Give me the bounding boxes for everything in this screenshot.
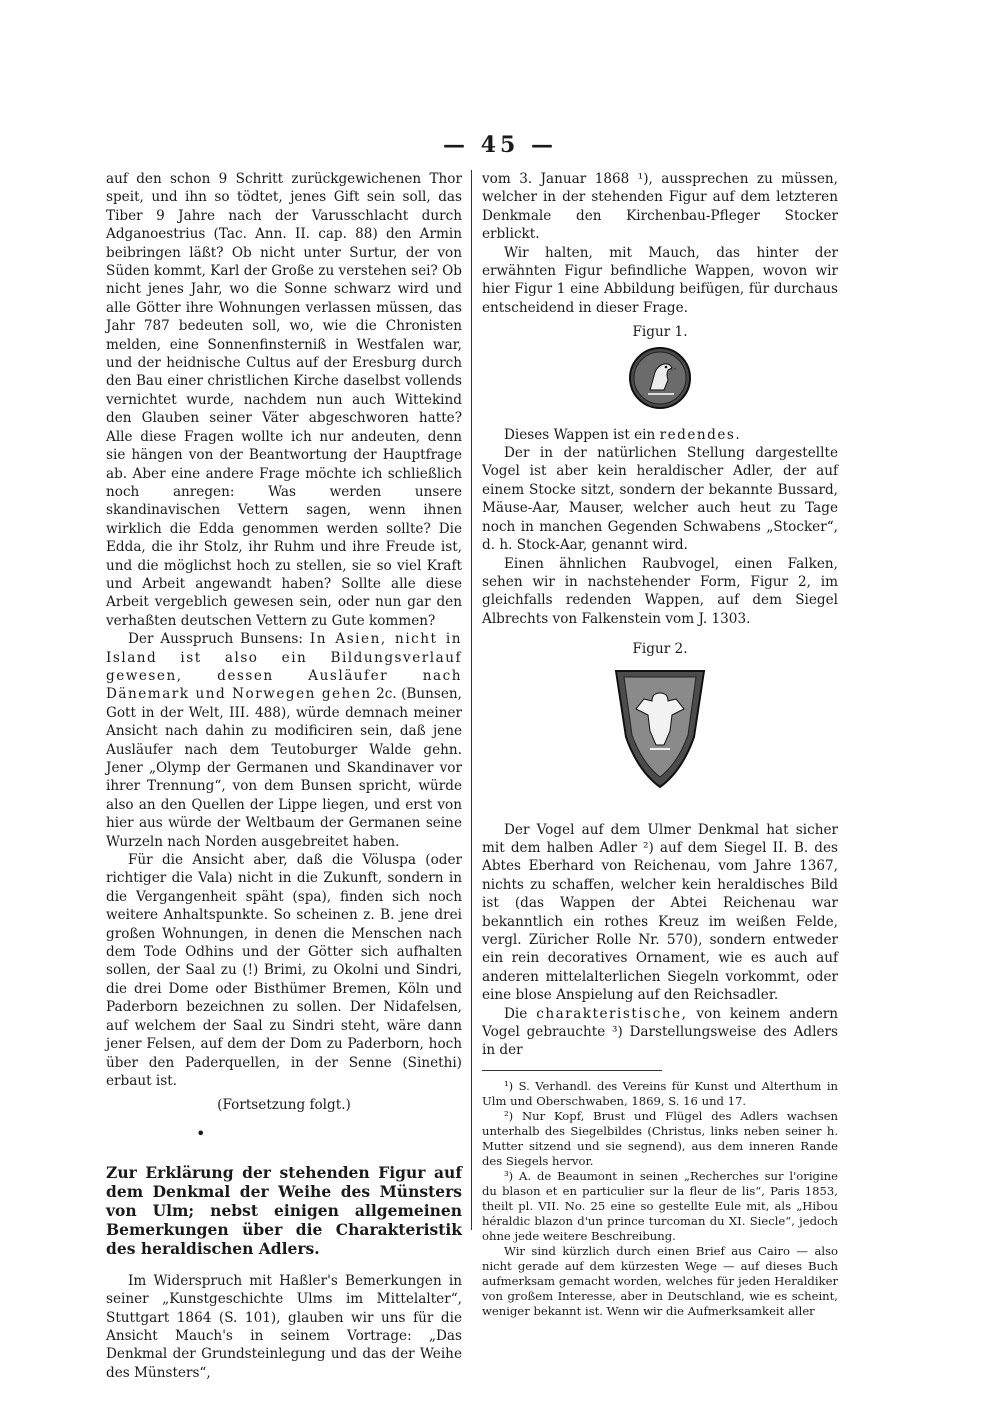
right-column: [482, 170, 838, 1319]
paragraph: [482, 1005, 838, 1060]
figure-2: [482, 665, 838, 791]
left-column: [106, 170, 462, 1382]
section-title: Zur Erklärung der stehenden Figur auf dem Denkmal der Weihe des Münsters von Ulm; nebst einigen allgemeinen Bemerkungen über die Charakteristik des heraldischen Adlers.: [106, 1162, 462, 1258]
paragraph: vom 3. Januar 1868 ¹), aussprechen zu müssen, welcher in der stehenden Figur auf dem letzteren Denkmale den Kirchenbau-Pfleger Stocker erblickt.: [482, 171, 838, 243]
footnote: ²) Nur Kopf, Brust und Flügel des Adlers wachsen unterhalb des Siegelbildes (Christus, links neben seiner h. Mutter sitzend und sie segnend), aus dem inneren Rande des Siegels hervor.: [482, 1108, 838, 1168]
paragraph: Wir halten, mit Mauch, das hinter der erwähnten Figur befindliche Wappen, wovon wir hier Figur 1 eine Abbildung beifügen, für durchaus entscheidend in dieser Frage.: [482, 244, 838, 316]
column-divider: [471, 170, 472, 1230]
figure-1: [482, 346, 838, 410]
paragraph-lead: Der Ausspruch Bunsens:: [128, 631, 303, 648]
paragraph-lead: Dieses Wappen ist ein: [504, 426, 656, 443]
figure-2-caption: Figur 2.: [632, 641, 688, 658]
footnote: ¹) S. Verhandl. des Vereins für Kunst und Alterthum in Ulm und Oberschwaben, 1869, S. 16 und 17.: [482, 1078, 838, 1108]
paragraph-text: 2c. (Bunsen, Gott in der Welt, III. 488), würde demnach meiner Ansicht nach dahin zu modificiren sein, daß jene Ausläufer nach dem Teutoburger Walde gehn. Jener „Olymp der Germanen und Skandinaver vor ihrer Trennung“, von dem Bunsen spricht, würde also an den Quellen der Lippe liegen, und erst von hier aus würde der Weltbaum der Germanen seine Wurzeln nach Norden ausgebreitet haben.: [106, 686, 462, 850]
figure-1-caption: Figur 1.: [632, 324, 688, 341]
emphasized-text: In Asien, nicht in Island ist also ein Bildungsverlauf gewesen, dessen Ausläufer nach Dänemark und Norwegen gehen: [106, 631, 463, 703]
round-seal-bird-image: [628, 346, 692, 410]
paragraph: Einen ähnlichen Raubvogel, einen Falken, sehen wir in nachstehender Form, Figur 2, im gleichfalls redenden Wappen, auf dem Siegel Albrechts von Falkenstein vom J. 1303.: [482, 555, 838, 627]
shield-seal-falcon-image: [610, 665, 710, 791]
paragraph: Der Vogel auf dem Ulmer Denkmal hat sicher mit dem halben Adler ²) auf dem Siegel II. B. des Abtes Eberhard von Reichenau, vom Jahre 1367, nichts zu schaffen, welcher kein heraldisches Bild ist (das Wappen der Abtei Reichenau war bekanntlich ein rothes Kreuz im weißen Felde, vergl. Züricher Rolle Nr. 570), sondern entweder ein rein decoratives Ornament, wie es auch auf anderen mittelalterlichen Siegeln vorkommt, oder eine blose Anspielung auf den Reichsadler.: [482, 821, 838, 1004]
footnote: ³) A. de Beaumont in seinen „Recherches sur l'origine du blason et en particulier sur la fleur de lis“, Paris 1853, theilt pl. VII. No. 25 eine so gestellte Eule mit, als „Hibou héraldic blazon d'un prince turcoman du XI. Siecle“, jedoch ohne jede weitere Beschreibung.: [482, 1168, 838, 1243]
footnote-rule: [482, 1070, 662, 1071]
paragraph-text: von keinem andern Vogel gebrauchte ³) Darstellungsweise des Adlers in der: [482, 1005, 838, 1059]
continuation-note: (Fortsetzung folgt.): [217, 1097, 351, 1114]
spacer: [106, 1258, 462, 1272]
paragraph-lead: Die: [504, 1005, 528, 1022]
paragraph: [482, 426, 838, 444]
separator-bullet: •: [196, 1123, 206, 1143]
page-number: — 45 —: [443, 132, 557, 158]
spacer: [106, 1143, 462, 1163]
paragraph: auf den schon 9 Schritt zurückgewichenen Thor speit, und ihn so tödtet, jenes Gift sein soll, das Tiber 9 Jahre nach der Varusschlacht durch Adganoestrius (Tac. Ann. II. cap. 88) den Armin beibringen läßt? Ob nicht unter Surtur, der von Süden kommt, Karl der Große zu verstehen sei? Ob nicht jenes Jahr, wo die Sonne schwarz wird und alle Götter ihre Wohnungen verlassen müssen, das Jahr 787 bedeuten soll, wo, wie die Chronisten melden, eine Sonnenfinsterniß in Westfalen war, und der heidnische Cultus auf der Eresburg durch den Bau einer christlichen Kirche daselbst vollends vernichtet wurde, nachdem nun auch Wittekind den Glauben seiner Väter abgeschworen hatte? Alle diese Fragen wollte ich nur andeuten, denn sie hängen von der Beantwortung der Hauptfrage ab. Aber eine andere Frage möchte ich schließlich noch anregen: Was werden unsere skandinavischen Vettern sagen, wenn ihnen wirklich die Edda genommen werden sollte? Die Edda, die ihr Stolz, ihr Ruhm und ihre Freude ist, und die möglichst hoch zu stellen, sie so viel Kraft und Arbeit angewandt haben? Sollte alle diese Arbeit vergeblich gewesen sein, oder nun gar den verhaßten deutschen Vettern zu Gute kommen?: [106, 171, 462, 629]
paragraph: Für die Ansicht aber, daß die Völuspa (oder richtiger die Vala) nicht in die Zukunft, sondern in die Vergangenheit späht (spa), finden sich noch weitere Anhaltspunkte. So scheinen z. B. jene drei großen Wohnungen, in denen die Menschen nach dem Tode Odhins und der Götter sich aufhalten sollen, der Saal zu (!) Brimi, zu Okolni und Sindri, die drei Dome oder Bisthümer Bremen, Köln und Paderborn bezeichnen zu sollen. Der Nidafelsen, auf welchem der Saal zu Sindri steht, wäre dann jener Felsen, auf dem der Dom zu Paderborn, hoch über den Paderquellen, in der Senne (Sinethi) erbaut ist.: [106, 852, 462, 1089]
paragraph: Der in der natürlichen Stellung dargestellte Vogel ist aber kein heraldischer Adler, der auf einem Stocke sitzt, sondern der bekannte Bussard, Mäuse-Aar, Mauser, welcher auch heut zu Tage noch in manchen Gegenden Schwabens „Stocker“, d. h. Stock-Aar, genannt wird.: [482, 445, 838, 554]
emphasized-text: charakteristische,: [536, 1005, 688, 1022]
footnote: Wir sind kürzlich durch einen Brief aus Cairo — also nicht gerade auf dem kürzesten Wege — auf dieses Buch aufmerksam gemacht worden, welches für jeden Heraldiker von großem Interesse, aber in Deutschland, wie es scheint, weniger bekannt ist. Wenn wir die Aufmerksamkeit aller: [482, 1243, 838, 1318]
paragraph: Im Widerspruch mit Haßler's Bemerkungen in seiner „Kunstgeschichte Ulms im Mittelalter“, Stuttgart 1864 (S. 101), glauben wir uns für die Ansicht Mauch's in seinem Vortrage: „Das Denkmal der Grundsteinlegung und das der Weihe des Münsters“,: [106, 1272, 462, 1381]
emphasized-text: redendes.: [659, 426, 742, 443]
paragraph: [106, 630, 462, 851]
footnotes: [482, 1079, 838, 1319]
